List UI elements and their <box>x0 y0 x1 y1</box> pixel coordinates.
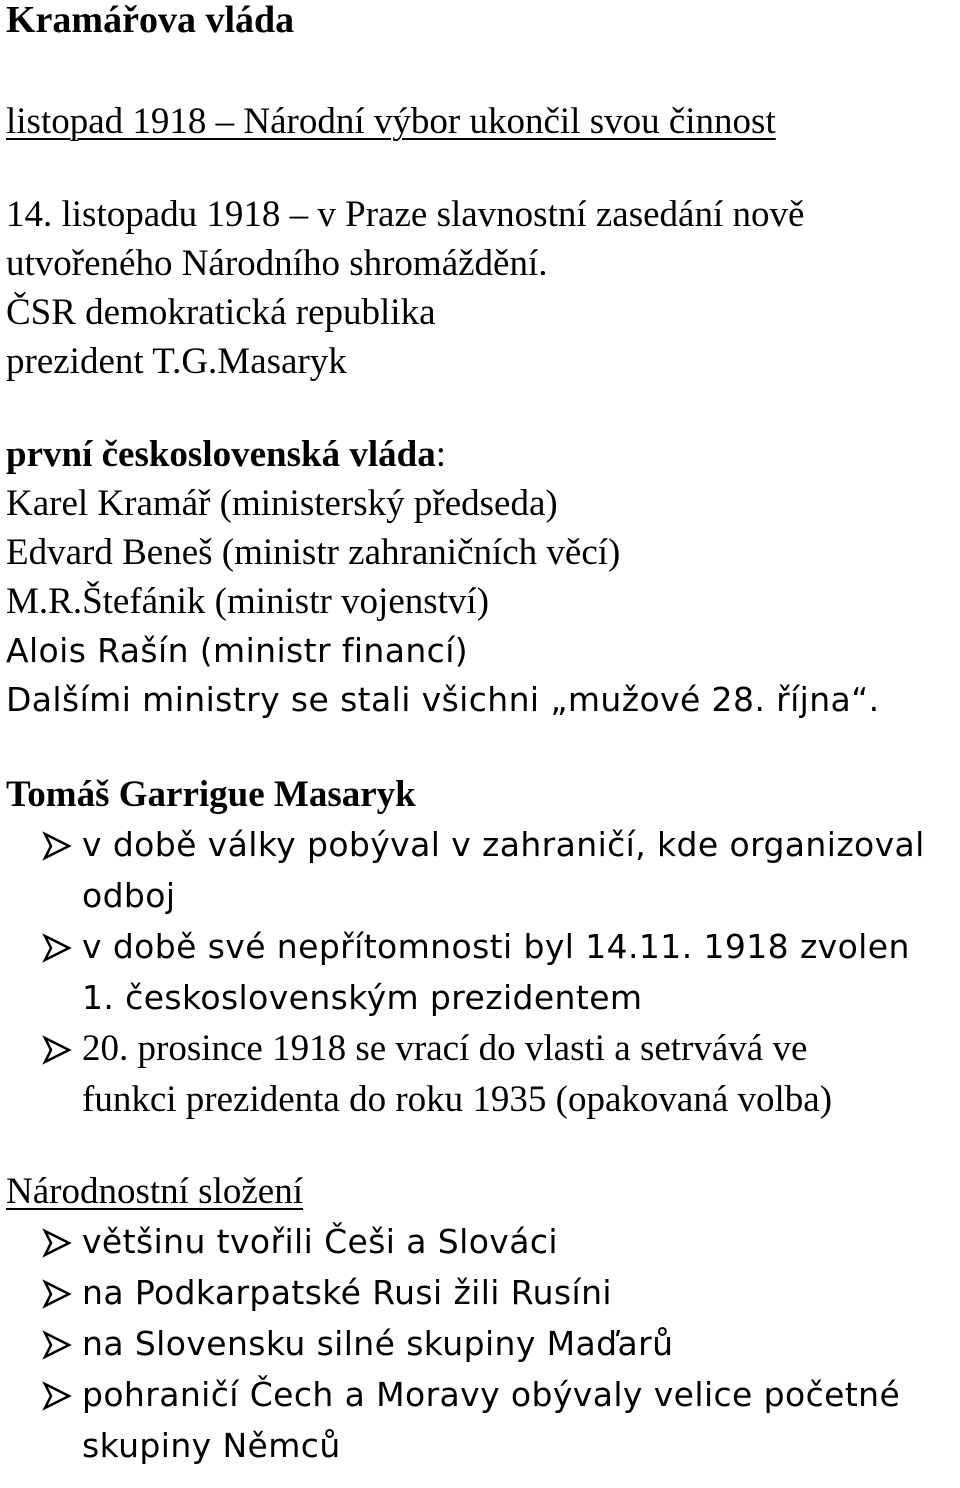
list-item <box>6 1216 956 1267</box>
paragraph-line: 14. listopadu 1918 – v Praze slavnostní zasedání nově <box>6 194 805 235</box>
list-item <box>6 921 956 1023</box>
list-item-line: 20. prosince 1918 se vrací do vlasti a setrvává ve <box>82 1028 808 1069</box>
paragraph-line: utvořeného Národního shromáždění. <box>6 243 548 284</box>
list-item <box>6 1023 956 1125</box>
list-item-line: 1. československým prezidentem <box>82 978 643 1017</box>
list-item-line: odboj <box>82 876 176 915</box>
paragraph-line: ČSR demokratická republika <box>6 292 436 333</box>
list-item-line: na Slovensku silné skupiny Maďarů <box>82 1324 674 1363</box>
spacer <box>6 386 956 430</box>
arrow-bullet-icon <box>42 1330 72 1360</box>
list-item-line: většinu tvořili Češi a Slováci <box>82 1222 558 1261</box>
paragraph-line: prezident T.G.Masaryk <box>6 341 347 382</box>
masaryk-section <box>6 770 956 1125</box>
heading-colon: : <box>435 434 446 475</box>
list-item-line: skupiny Němců <box>82 1426 341 1465</box>
list-item-line: na Podkarpatské Rusi žili Rusíni <box>82 1273 612 1312</box>
nationality-section <box>6 1167 956 1471</box>
spacer <box>6 1125 956 1167</box>
arrow-bullet-icon <box>42 933 72 963</box>
list-item <box>6 1267 956 1318</box>
minister-line: Edvard Beneš (ministr zahraničních věcí) <box>6 532 621 573</box>
minister-line: M.R.Štefánik (ministr vojenství) <box>6 581 490 622</box>
assembly-paragraph <box>6 190 956 386</box>
minister-line: Alois Rašín (ministr financí) <box>6 631 469 670</box>
document-page <box>6 0 956 1471</box>
list-item <box>6 1318 956 1369</box>
masaryk-heading: Tomáš Garrigue Masaryk <box>6 774 416 815</box>
ministers-note-line: Dalšími ministry se stali všichni „mužové 28. října“. <box>6 680 880 719</box>
list-item-line: v době své nepřítomnosti byl 14.11. 1918 zvolen <box>82 927 910 966</box>
list-item-line: v době války pobýval v zahraničí, kde organizoval <box>82 825 925 864</box>
spacer <box>6 40 956 97</box>
list-item <box>6 1369 956 1471</box>
arrow-bullet-icon <box>42 1228 72 1258</box>
spacer <box>6 146 956 190</box>
government-heading <box>6 430 956 479</box>
list-item <box>6 819 956 921</box>
arrow-bullet-icon <box>42 831 72 861</box>
list-item-line: pohraničí Čech a Moravy obývaly velice početné <box>82 1375 901 1414</box>
page-title: Kramářova vláda <box>6 0 295 41</box>
government-section <box>6 430 956 724</box>
list-item-line: funkci prezidenta do roku 1935 (opakovaná volba) <box>82 1079 833 1120</box>
nationality-heading: Národnostní složení <box>6 1171 303 1212</box>
national-committee-line: listopad 1918 – Národní výbor ukončil svou činnost <box>6 101 776 142</box>
minister-line: Karel Kramář (ministerský předseda) <box>6 483 558 524</box>
arrow-bullet-icon <box>42 1381 72 1411</box>
arrow-bullet-icon <box>42 1035 72 1065</box>
arrow-bullet-icon <box>42 1279 72 1309</box>
government-heading-text: první československá vláda <box>6 434 436 475</box>
spacer <box>6 724 956 770</box>
